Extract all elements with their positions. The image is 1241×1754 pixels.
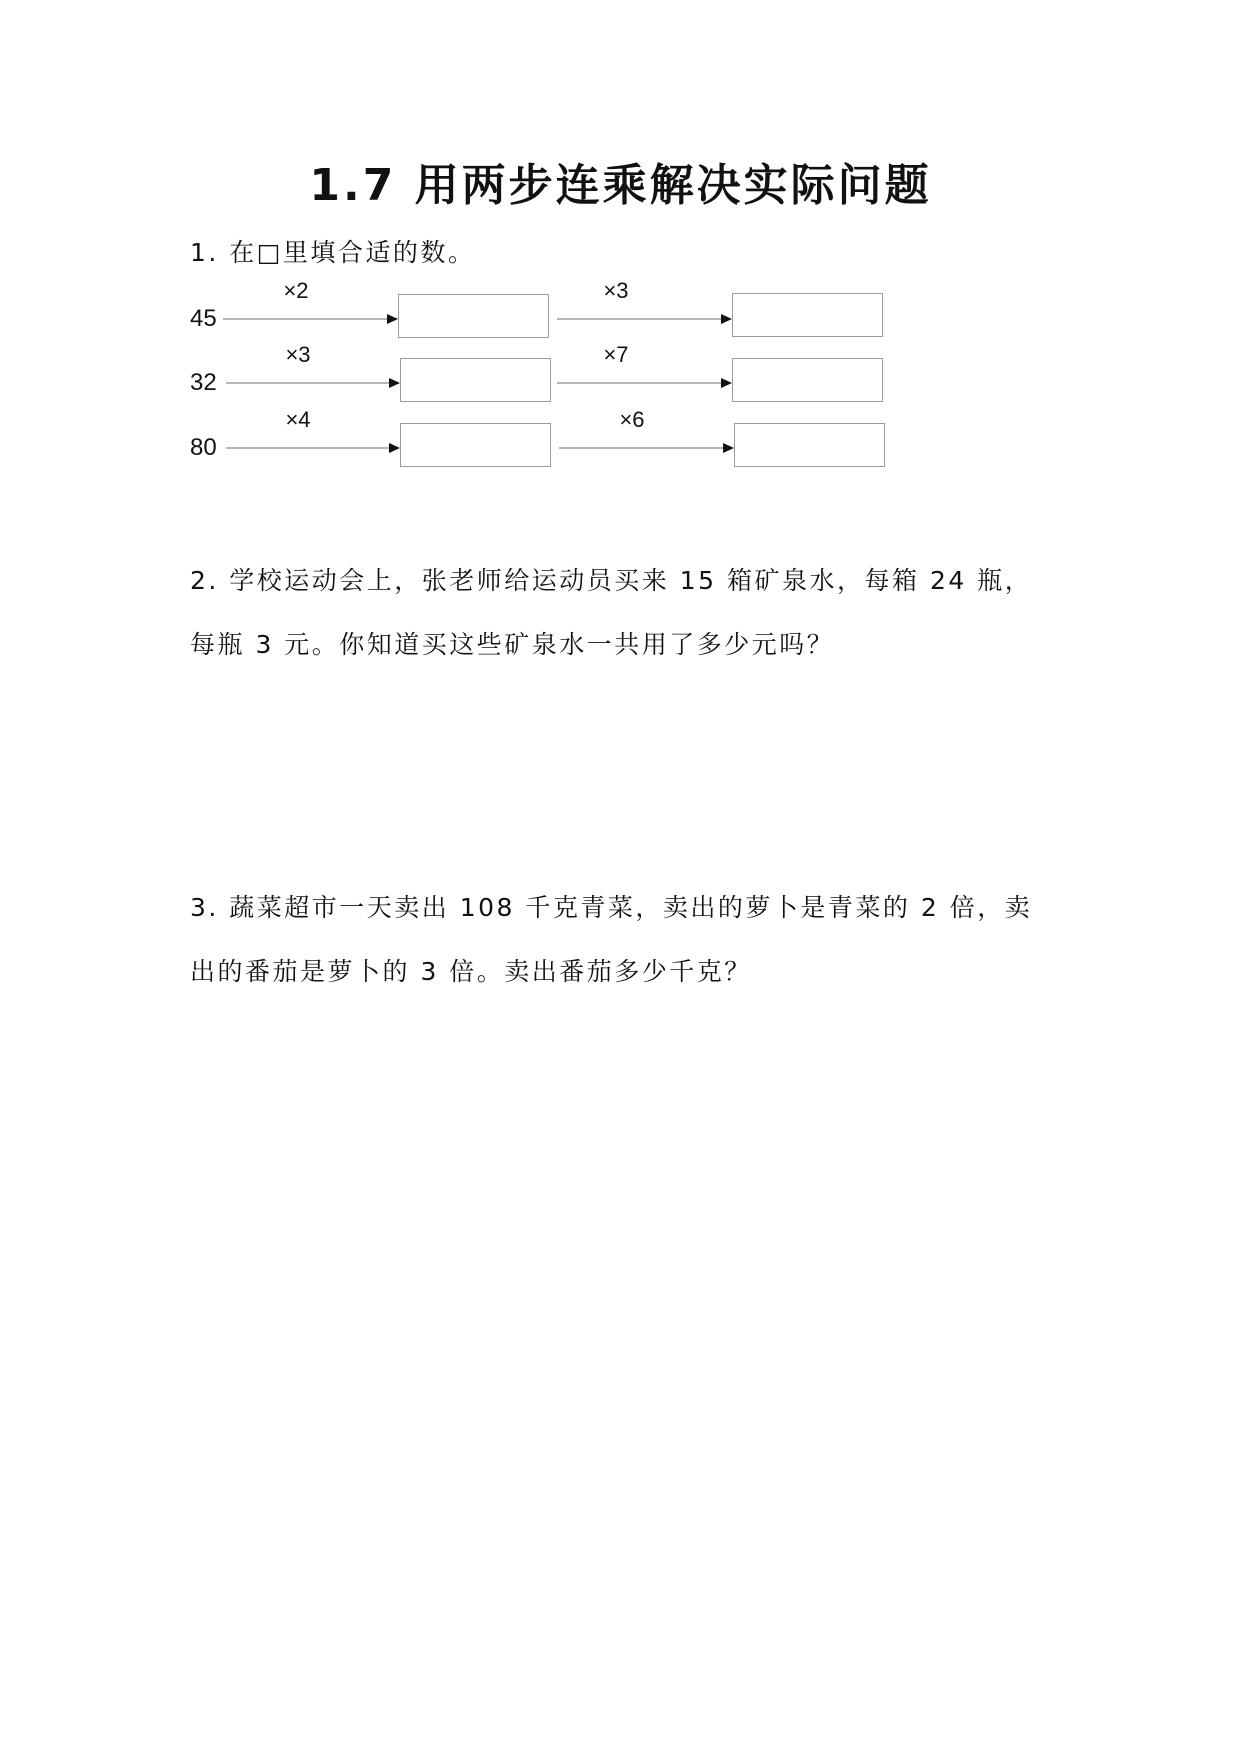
row-3-start-number: 80 — [190, 434, 217, 461]
arrow-diagram — [0, 0, 1241, 520]
row-3-answer-box-1 — [400, 423, 551, 467]
row-2-answer-box-2 — [732, 358, 883, 402]
row-2-answer-box-1 — [400, 358, 551, 402]
row-1-answer-box-1 — [398, 294, 549, 338]
arrowhead-icon — [389, 378, 400, 388]
arrowhead-icon — [387, 314, 398, 324]
row-1-operator-1: ×2 — [283, 278, 309, 303]
row-1-arrow-2 — [557, 314, 732, 324]
row-2-start-number: 32 — [190, 369, 217, 396]
row-2-arrow-2 — [557, 378, 732, 388]
arrowhead-icon — [389, 443, 400, 453]
row-2-operator-1: ×3 — [285, 342, 311, 367]
row-3-operator-2: ×6 — [619, 407, 645, 432]
row-3-arrow-1 — [226, 443, 400, 453]
arrowhead-icon — [721, 378, 732, 388]
row-2-arrow-1 — [226, 378, 400, 388]
arrowhead-icon — [721, 314, 732, 324]
row-3-operator-1: ×4 — [285, 407, 311, 432]
question-3-line-1: 3. 蔬菜超市一天卖出 108 千克青菜，卖出的萝卜是青菜的 2 倍，卖 — [190, 893, 1033, 922]
row-2-operator-2: ×7 — [603, 342, 629, 367]
question-3-line-2: 出的番茄是萝卜的 3 倍。卖出番茄多少千克？ — [190, 957, 752, 986]
question-2-line-2: 每瓶 3 元。你知道买这些矿泉水一共用了多少元吗？ — [190, 630, 835, 659]
page-title: 1.7 用两步连乘解决实际问题 — [309, 160, 932, 211]
row-3-answer-box-2 — [734, 423, 885, 467]
row-1-answer-box-2 — [732, 293, 883, 337]
question-1-prompt: 1. 在□里填合适的数。 — [190, 238, 476, 267]
row-1-arrow-1 — [223, 314, 398, 324]
row-3-arrow-2 — [559, 443, 734, 453]
question-2-line-1: 2. 学校运动会上，张老师给运动员买来 15 箱矿泉水，每箱 24 瓶， — [190, 566, 1033, 595]
arrowhead-icon — [723, 443, 734, 453]
row-1-start-number: 45 — [190, 305, 217, 332]
row-1-operator-2: ×3 — [603, 278, 629, 303]
